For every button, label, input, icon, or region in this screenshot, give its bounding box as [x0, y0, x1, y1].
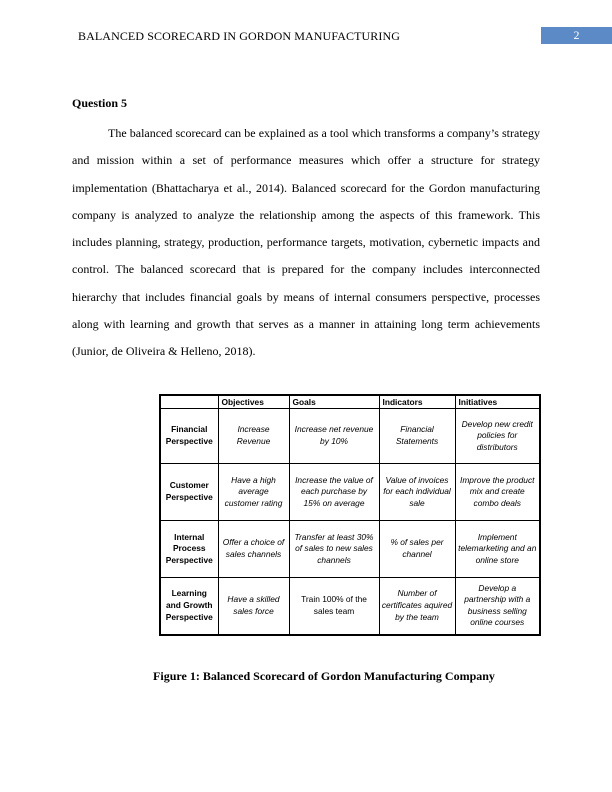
- row-perspective: Customer Perspective: [160, 464, 218, 521]
- table-row: [160, 464, 540, 521]
- goal-cell: Increase the value of each purchase by 15% on average: [289, 464, 379, 521]
- goal-cell: Train 100% of the sales team: [289, 578, 379, 635]
- initiative-cell: Implement telemarketing and an online store: [455, 521, 540, 578]
- goal-cell: Transfer at least 30% of sales to new sales channels: [289, 521, 379, 578]
- column-header-initiatives: Initiatives: [455, 395, 540, 409]
- figure-caption: Figure 1: Balanced Scorecard of Gordon Manufacturing Company: [153, 669, 495, 683]
- page-number: 2: [541, 27, 612, 44]
- indicator-cell: Financial Statements: [379, 409, 455, 464]
- initiative-cell: Develop a partnership with a business selling online courses: [455, 578, 540, 635]
- initiative-cell: Develop new credit policies for distributors: [455, 409, 540, 464]
- indicator-cell: Value of invoices for each individual sale: [379, 464, 455, 521]
- header-corner-cell: [160, 395, 218, 409]
- row-perspective: Internal Process Perspective: [160, 521, 218, 578]
- objective-cell: Increase Revenue: [218, 409, 289, 464]
- question-heading: Question 5: [72, 96, 128, 110]
- table-header-row: [160, 395, 540, 409]
- table-row: [160, 578, 540, 635]
- objective-cell: Offer a choice of sales channels: [218, 521, 289, 578]
- goal-cell: Increase net revenue by 10%: [289, 409, 379, 464]
- balanced-scorecard-table: [159, 394, 541, 636]
- table-row: [160, 409, 540, 464]
- column-header-indicators: Indicators: [379, 395, 455, 409]
- row-perspective: Learning and Growth Perspective: [160, 578, 218, 635]
- table-row: [160, 521, 540, 578]
- row-perspective: Financial Perspective: [160, 409, 218, 464]
- indicator-cell: % of sales per channel: [379, 521, 455, 578]
- body-paragraph: The balanced scorecard can be explained as a tool which transforms a company’s strategy and mission within a set of performance measures which offer a structure for strategy implementation (Bhattacharya et al., 2014). Balanced scorecard for the Gordon manufacturing company is analyzed to analyze the relationship among the aspects of this framework. This includes planning, strategy, production, performance targets, motivation, cybernetic impacts and control. The balanced scorecard that is prepared for the company includes interconnected hierarchy that includes financial goals by means of internal consumers perspective, processes along with learning and growth that serves as a manner in attaining long term achievements (Junior, de Oliveira & Helleno, 2018).: [72, 126, 540, 359]
- running-header-title: BALANCED SCORECARD IN GORDON MANUFACTURING: [78, 29, 400, 43]
- column-header-goals: Goals: [289, 395, 379, 409]
- column-header-objectives: Objectives: [218, 395, 289, 409]
- indicator-cell: Number of certificates aquired by the team: [379, 578, 455, 635]
- objective-cell: Have a skilled sales force: [218, 578, 289, 635]
- initiative-cell: Improve the product mix and create combo deals: [455, 464, 540, 521]
- objective-cell: Have a high average customer rating: [218, 464, 289, 521]
